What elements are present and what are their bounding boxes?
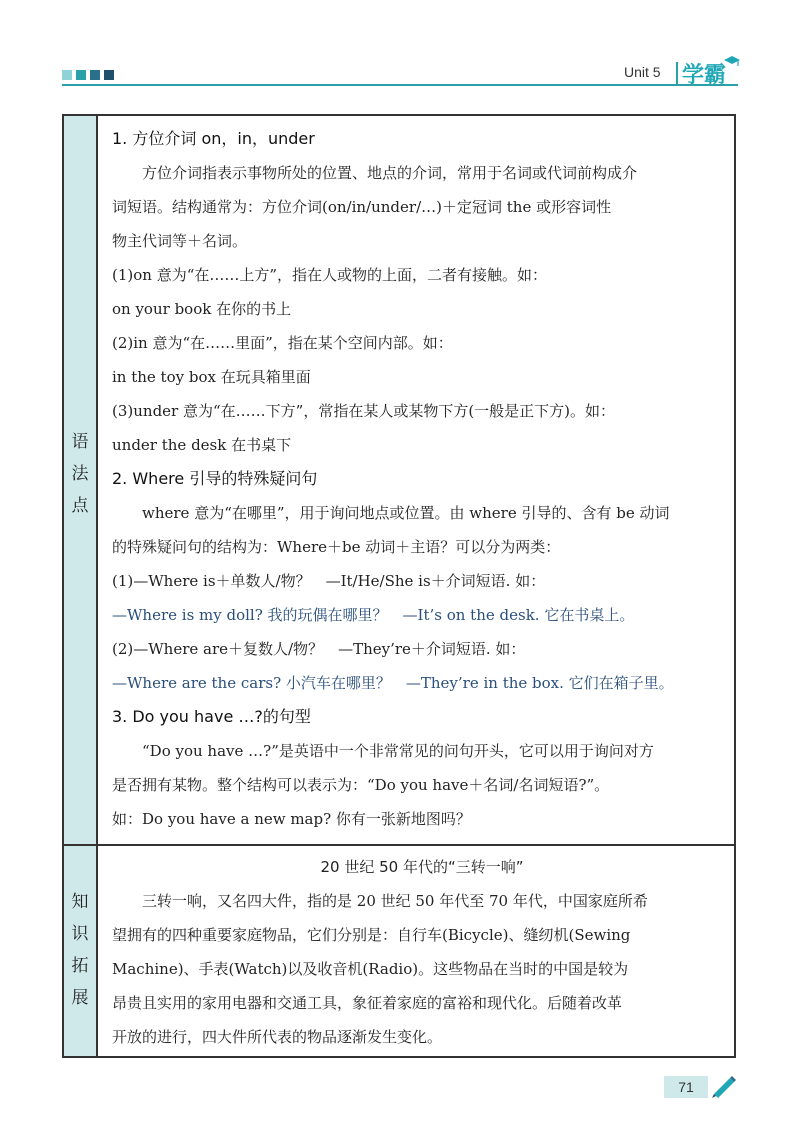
sidebar-char: 识 <box>71 924 89 944</box>
text-line: 词短语。结构通常为：方位介词(on/in/under/…)＋定冠词 the 或形容词性 <box>112 198 612 216</box>
text-line: (2)—Where are＋复数人/物？ —They’re＋介词短语. 如： <box>112 640 526 658</box>
header-decoration <box>62 70 114 80</box>
extension-section <box>112 850 732 1054</box>
grammar-section <box>112 122 732 836</box>
header-rule <box>62 84 738 86</box>
example-line: —Where is my doll? 我的玩偶在哪里？ —It’s on the desk. 它在书桌上。 <box>112 606 635 624</box>
sidebar-char: 语 <box>71 432 89 452</box>
text-line: “Do you have …?”是英语中一个非常常见的问句开头，它可以用于询问对方 <box>142 742 654 760</box>
text-line: 是否拥有某物。整个结构可以表示为：“Do you have＋名词/名词短语?”。 <box>112 776 610 794</box>
text-line: 三转一响，又名四大件，指的是 20 世纪 50 年代至 70 年代，中国家庭所希 <box>142 892 648 910</box>
sidebar-char: 展 <box>71 988 89 1008</box>
text-line: 望拥有的四种重要家庭物品，它们分别是：自行车(Bicycle)、缝纫机(Sewing <box>112 926 631 944</box>
sidebar-char: 点 <box>71 496 89 516</box>
sidebar <box>64 116 98 1056</box>
section-heading: 2. Where 引导的特殊疑问句 <box>112 469 318 488</box>
example-line: in the toy box 在玩具箱里面 <box>112 368 311 386</box>
section-heading: 1. 方位介词 on，in，under <box>112 129 315 148</box>
text-line: 的特殊疑问句的结构为：Where＋be 动词＋主语？可以分为两类： <box>112 538 561 556</box>
graduation-cap-icon <box>724 56 740 68</box>
header-square <box>62 70 72 80</box>
text-line: Machine)、手表(Watch)以及收音机(Radio)。这些物品在当时的中国是较为 <box>112 960 629 978</box>
extension-title: 20 世纪 50 年代的“三转一响” <box>320 858 524 876</box>
sidebar-char: 法 <box>71 464 89 484</box>
page-number: 71 <box>664 1076 708 1098</box>
sidebar-char: 知 <box>71 892 89 912</box>
brand-logo: 学霸 <box>682 63 727 88</box>
header-square <box>104 70 114 80</box>
example-line: 如：Do you have a new map? 你有一张新地图吗？ <box>112 810 471 828</box>
content-frame <box>62 114 736 1058</box>
text-line: 方位介词指表示事物所处的位置、地点的介词，常用于名词或代词前构成介 <box>142 164 638 182</box>
example-line: on your book 在你的书上 <box>112 300 292 318</box>
unit-label: Unit 5 <box>624 64 661 80</box>
brand-divider <box>676 62 678 84</box>
header-square <box>76 70 86 80</box>
pencil-icon <box>708 1070 738 1100</box>
text-line: 开放的进行，四大件所代表的物品逐渐发生变化。 <box>112 1028 443 1046</box>
sidebar-label-extension <box>64 886 96 1014</box>
text-line: (2)in 意为“在……里面”，指在某个空间内部。如： <box>112 334 453 352</box>
header-square <box>90 70 100 80</box>
example-line: —Where are the cars? 小汽车在哪里？ —They’re in the box. 它们在箱子里。 <box>112 674 674 692</box>
text-line: (1)—Where is＋单数人/物？ —It/He/She is＋介词短语. 如： <box>112 572 546 590</box>
section-heading: 3. Do you have …?的句型 <box>112 707 311 726</box>
text-line: where 意为“在哪里”，用于询问地点或位置。由 where 引导的、含有 be 动词 <box>142 504 670 522</box>
text-line: (3)under 意为“在……下方”，常指在某人或某物下方(一般是正下方)。如： <box>112 402 616 420</box>
sidebar-label-grammar <box>64 426 96 522</box>
text-line: 昂贵且实用的家用电器和交通工具，象征着家庭的富裕和现代化。后随着改革 <box>112 994 623 1012</box>
section-divider <box>64 844 734 846</box>
example-line: under the desk 在书桌下 <box>112 436 292 454</box>
text-line: 物主代词等＋名词。 <box>112 232 248 250</box>
sidebar-char: 拓 <box>71 956 89 976</box>
text-line: (1)on 意为“在……上方”，指在人或物的上面，二者有接触。如： <box>112 266 548 284</box>
